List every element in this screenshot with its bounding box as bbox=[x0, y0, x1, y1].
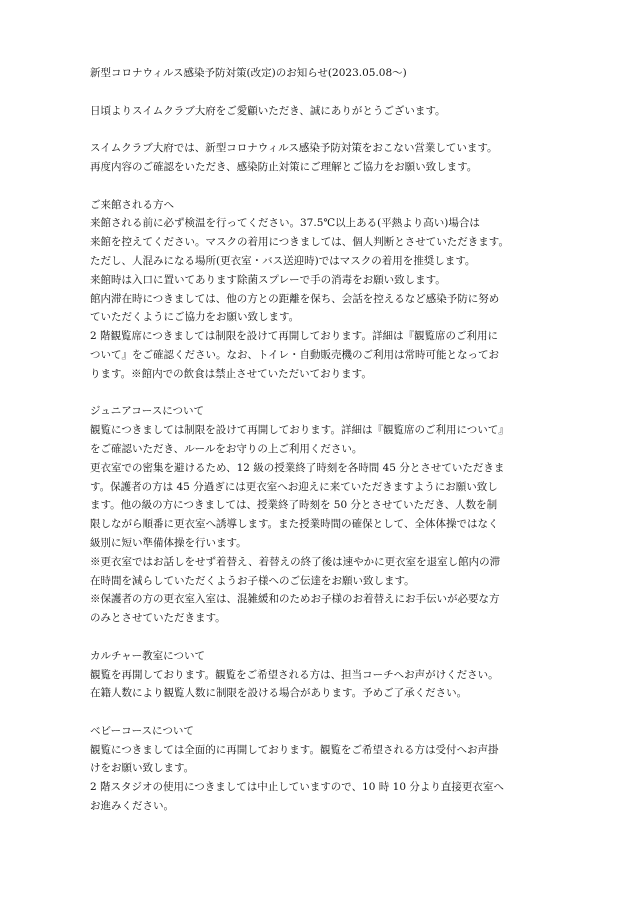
junior-line: す。保護者の方は 45 分過ぎには更衣室へお迎えに来ていただきますようにお願い致し bbox=[90, 480, 498, 493]
junior-line: 限しながら順番に更衣室へ誘導します。また授業時間の確保として、全体体操ではなく bbox=[90, 518, 499, 531]
culture-line: 観覧を再開しております。観覧をご希望される方は、担当コーチへお声がけください。 bbox=[90, 668, 499, 681]
visitors-line: 来館時は入口に置いてあります除菌スプレーで手の消毒をお願い致します。 bbox=[90, 273, 446, 286]
junior-line: 在時間を減らしていただくようお子様へのご伝達をお願い致します。 bbox=[90, 574, 415, 587]
culture-line: 在籍人数により観覧人数に制限を設ける場合があります。予めご了承ください。 bbox=[90, 687, 468, 700]
junior-line: 級別に短い準備体操を行います。 bbox=[90, 536, 247, 549]
visitors-section bbox=[90, 196, 560, 384]
visitors-line: 来館される前に必ず検温を行ってください。37.5℃以上ある(平熱より高い)場合は bbox=[90, 217, 480, 230]
document-title: 新型コロナウィルス感染予防対策(改定)のお知らせ(2023.05.08～) bbox=[90, 67, 407, 79]
visitors-line: 館内滞在時につきましては、他の方との距離を保ち、会話を控えるなど感染予防に努め bbox=[90, 292, 500, 305]
baby-section bbox=[90, 722, 560, 816]
culture-section bbox=[90, 647, 560, 703]
spacer bbox=[90, 703, 560, 722]
spacer bbox=[90, 628, 560, 647]
spacer bbox=[90, 177, 560, 196]
document-body bbox=[90, 64, 560, 816]
junior-line: 更衣室での密集を避けるため、12 級の授業終了時刻を各時間 45 分とさせていただきま bbox=[90, 461, 505, 474]
junior-line: ※保護者の方の更衣室入室は、混雑緩和のためお子様のお着替えにお手伝いが必要な方 bbox=[90, 593, 500, 606]
visitors-line: ついて』をご確認ください。なお、トイレ・自動販売機のご利用は常時可能となってお bbox=[90, 348, 499, 361]
baby-line: 2 階スタジオの使用につきましては中止していますので、10 時 10 分より直接更衣室へ bbox=[90, 781, 504, 794]
visitors-line: 来館を控えてください。マスクの着用につきましては、個人判断とさせていただきます。 bbox=[90, 236, 509, 249]
culture-heading: カルチャー教室について bbox=[90, 649, 205, 662]
junior-line: 観覧につきましては制限を設けて再開しております。詳細は『観覧席のご利用について』 bbox=[90, 424, 509, 437]
junior-heading: ジュニアコースについて bbox=[90, 405, 205, 418]
spacer bbox=[90, 83, 560, 102]
visitors-line: ります。※館内での飲食は禁止させていただいております。 bbox=[90, 367, 372, 380]
visitors-line: 2 階観覧席につきましては制限を設けて再開しております。詳細は『観覧席のご利用に bbox=[90, 330, 498, 343]
baby-line: お進みください。 bbox=[90, 800, 174, 813]
baby-line: けをお願い致します。 bbox=[90, 762, 195, 775]
baby-heading: ベビーコースについて bbox=[90, 724, 194, 737]
junior-line: のみとさせていただきます。 bbox=[90, 612, 226, 625]
intro-paragraph bbox=[90, 139, 560, 177]
baby-line: 観覧につきましては全面的に再開しております。観覧をご希望される方は受付へお声掛 bbox=[90, 743, 499, 756]
intro-line: 再度内容のご確認をいただき、感染防止対策にご理解とご協力をお願い致します。 bbox=[90, 160, 478, 173]
junior-section bbox=[90, 402, 560, 628]
visitors-line: ていただくようにご協力をお願い致します。 bbox=[90, 311, 300, 324]
visitors-line: ただし、人混みになる場所(更衣室・バス送迎時)ではマスクの着用を推奨します。 bbox=[90, 254, 476, 267]
greeting-text: 日頃よりスイムクラブ大府をご愛顧いただき、誠にありがとうございます。 bbox=[90, 104, 446, 117]
junior-line: をご確認いただき、ルールをお守りの上ご利用ください。 bbox=[90, 442, 363, 455]
visitors-heading: ご来館される方へ bbox=[90, 198, 174, 211]
spacer bbox=[90, 384, 560, 403]
junior-line: ※更衣室ではお話しをせず着替え、着替えの終了後は速やかに更衣室を退室し館内の滞 bbox=[90, 555, 501, 568]
junior-line: ます。他の級の方につきましては、授業終了時刻を 50 分とさせていただき、人数を制 bbox=[90, 499, 498, 512]
intro-line: スイムクラブ大府では、新型コロナウィルス感染予防対策をおこない営業しています。 bbox=[90, 142, 498, 155]
spacer bbox=[90, 120, 560, 139]
